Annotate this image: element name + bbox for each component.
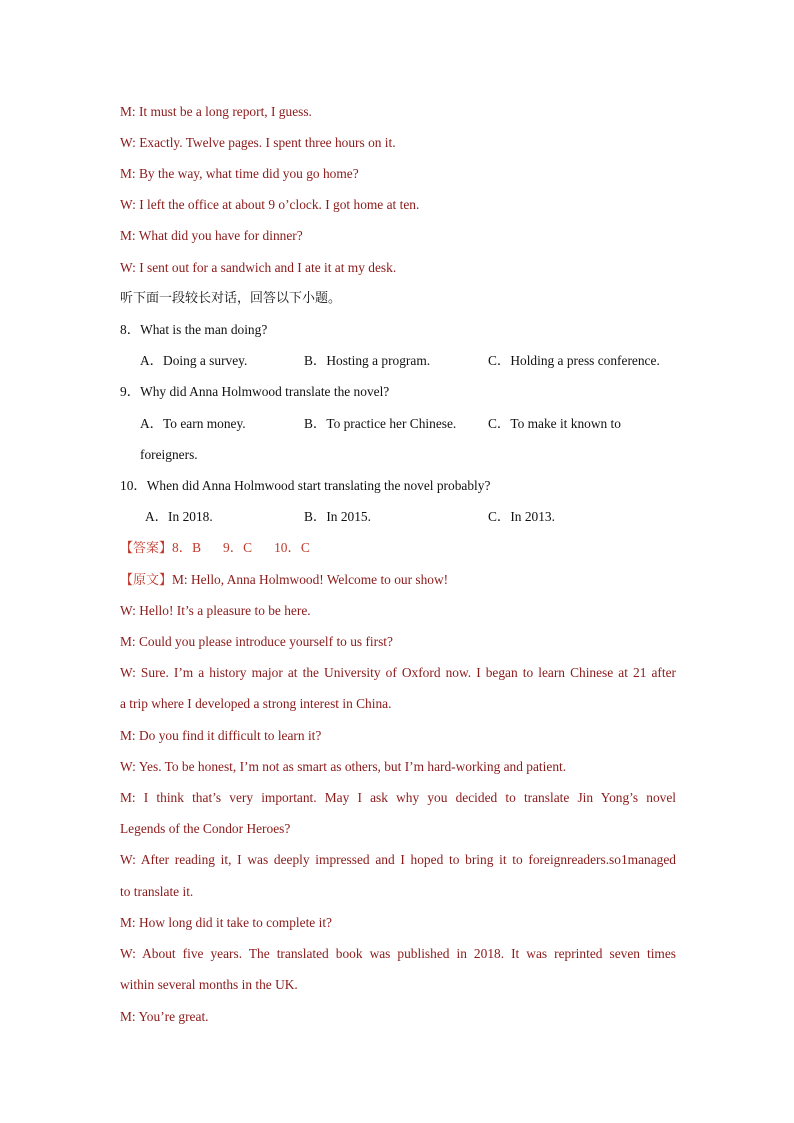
question-9-option-a: A．To earn money. xyxy=(140,416,246,431)
transcript-line: W: Sure. I’m a history major at the University of Oxford now. I began to learn Chinese at 21 after xyxy=(120,665,676,680)
question-8-option-c: C．Holding a press conference. xyxy=(488,353,660,368)
dialogue-line: W: I left the office at about 9 o’clock. I got home at ten. xyxy=(120,197,420,212)
answer-label: 【答案】 xyxy=(120,541,173,556)
transcript-label: 【原文】 xyxy=(120,573,173,588)
transcript-line: M: Hello, Anna Holmwood! Welcome to our show! xyxy=(172,572,449,587)
question-9-option-b: B．To practice her Chinese. xyxy=(304,416,457,431)
answer-value: 10．C xyxy=(274,540,310,555)
transcript-line: within several months in the UK. xyxy=(120,977,298,992)
question-10-option-c: C．In 2013. xyxy=(488,509,555,524)
dialogue-line: W: I sent out for a sandwich and I ate it at my desk. xyxy=(120,260,397,275)
transcript-line: M: Do you find it difficult to learn it? xyxy=(120,728,322,743)
transcript-line: to translate it. xyxy=(120,884,194,899)
section-instruction: 听下面一段较长对话，回答以下小题。 xyxy=(120,291,342,306)
answer-value: 8．B xyxy=(172,540,202,555)
dialogue-line: M: By the way, what time did you go home? xyxy=(120,166,359,181)
question-8-stem: 8．What is the man doing? xyxy=(120,322,268,337)
transcript-line: W: Hello! It’s a pleasure to be here. xyxy=(120,603,311,618)
transcript-line: M: Could you please introduce yourself to us first? xyxy=(120,634,393,649)
answer-row xyxy=(120,539,676,558)
question-10-option-b: B．In 2015. xyxy=(304,509,371,524)
transcript-line: M: I think that’s very important. May I ask why you decided to translate Jin Yong’s novel xyxy=(120,790,676,805)
question-10-option-a: A．In 2018. xyxy=(145,509,213,524)
transcript-line: W: About five years. The translated book was published in 2018. It was reprinted seven times xyxy=(120,946,676,961)
answer-value: 9．C xyxy=(223,540,253,555)
transcript-line: M: You’re great. xyxy=(120,1009,209,1024)
dialogue-line: W: Exactly. Twelve pages. I spent three hours on it. xyxy=(120,135,396,150)
transcript-first-line xyxy=(120,571,676,590)
transcript-line: Legends of the Condor Heroes? xyxy=(120,821,291,836)
transcript-line: a trip where I developed a strong interest in China. xyxy=(120,696,392,711)
question-9-option-c: C．To make it known to xyxy=(488,416,621,431)
question-9-stem: 9．Why did Anna Holmwood translate the novel? xyxy=(120,384,390,399)
dialogue-line: M: What did you have for dinner? xyxy=(120,228,303,243)
question-10-stem: 10．When did Anna Holmwood start translating the novel probably? xyxy=(120,478,491,493)
transcript-line: M: How long did it take to complete it? xyxy=(120,915,332,930)
transcript-line: W: Yes. To be honest, I’m not as smart as others, but I’m hard-working and patient. xyxy=(120,759,567,774)
question-8-option-b: B．Hosting a program. xyxy=(304,353,431,368)
question-8-option-a: A．Doing a survey. xyxy=(140,353,248,368)
question-9-option-c-continuation: foreigners. xyxy=(140,447,198,462)
dialogue-line: M: It must be a long report, I guess. xyxy=(120,104,312,119)
transcript-line: W: After reading it, I was deeply impressed and I hoped to bring it to foreignreaders.so1managed xyxy=(120,852,676,867)
